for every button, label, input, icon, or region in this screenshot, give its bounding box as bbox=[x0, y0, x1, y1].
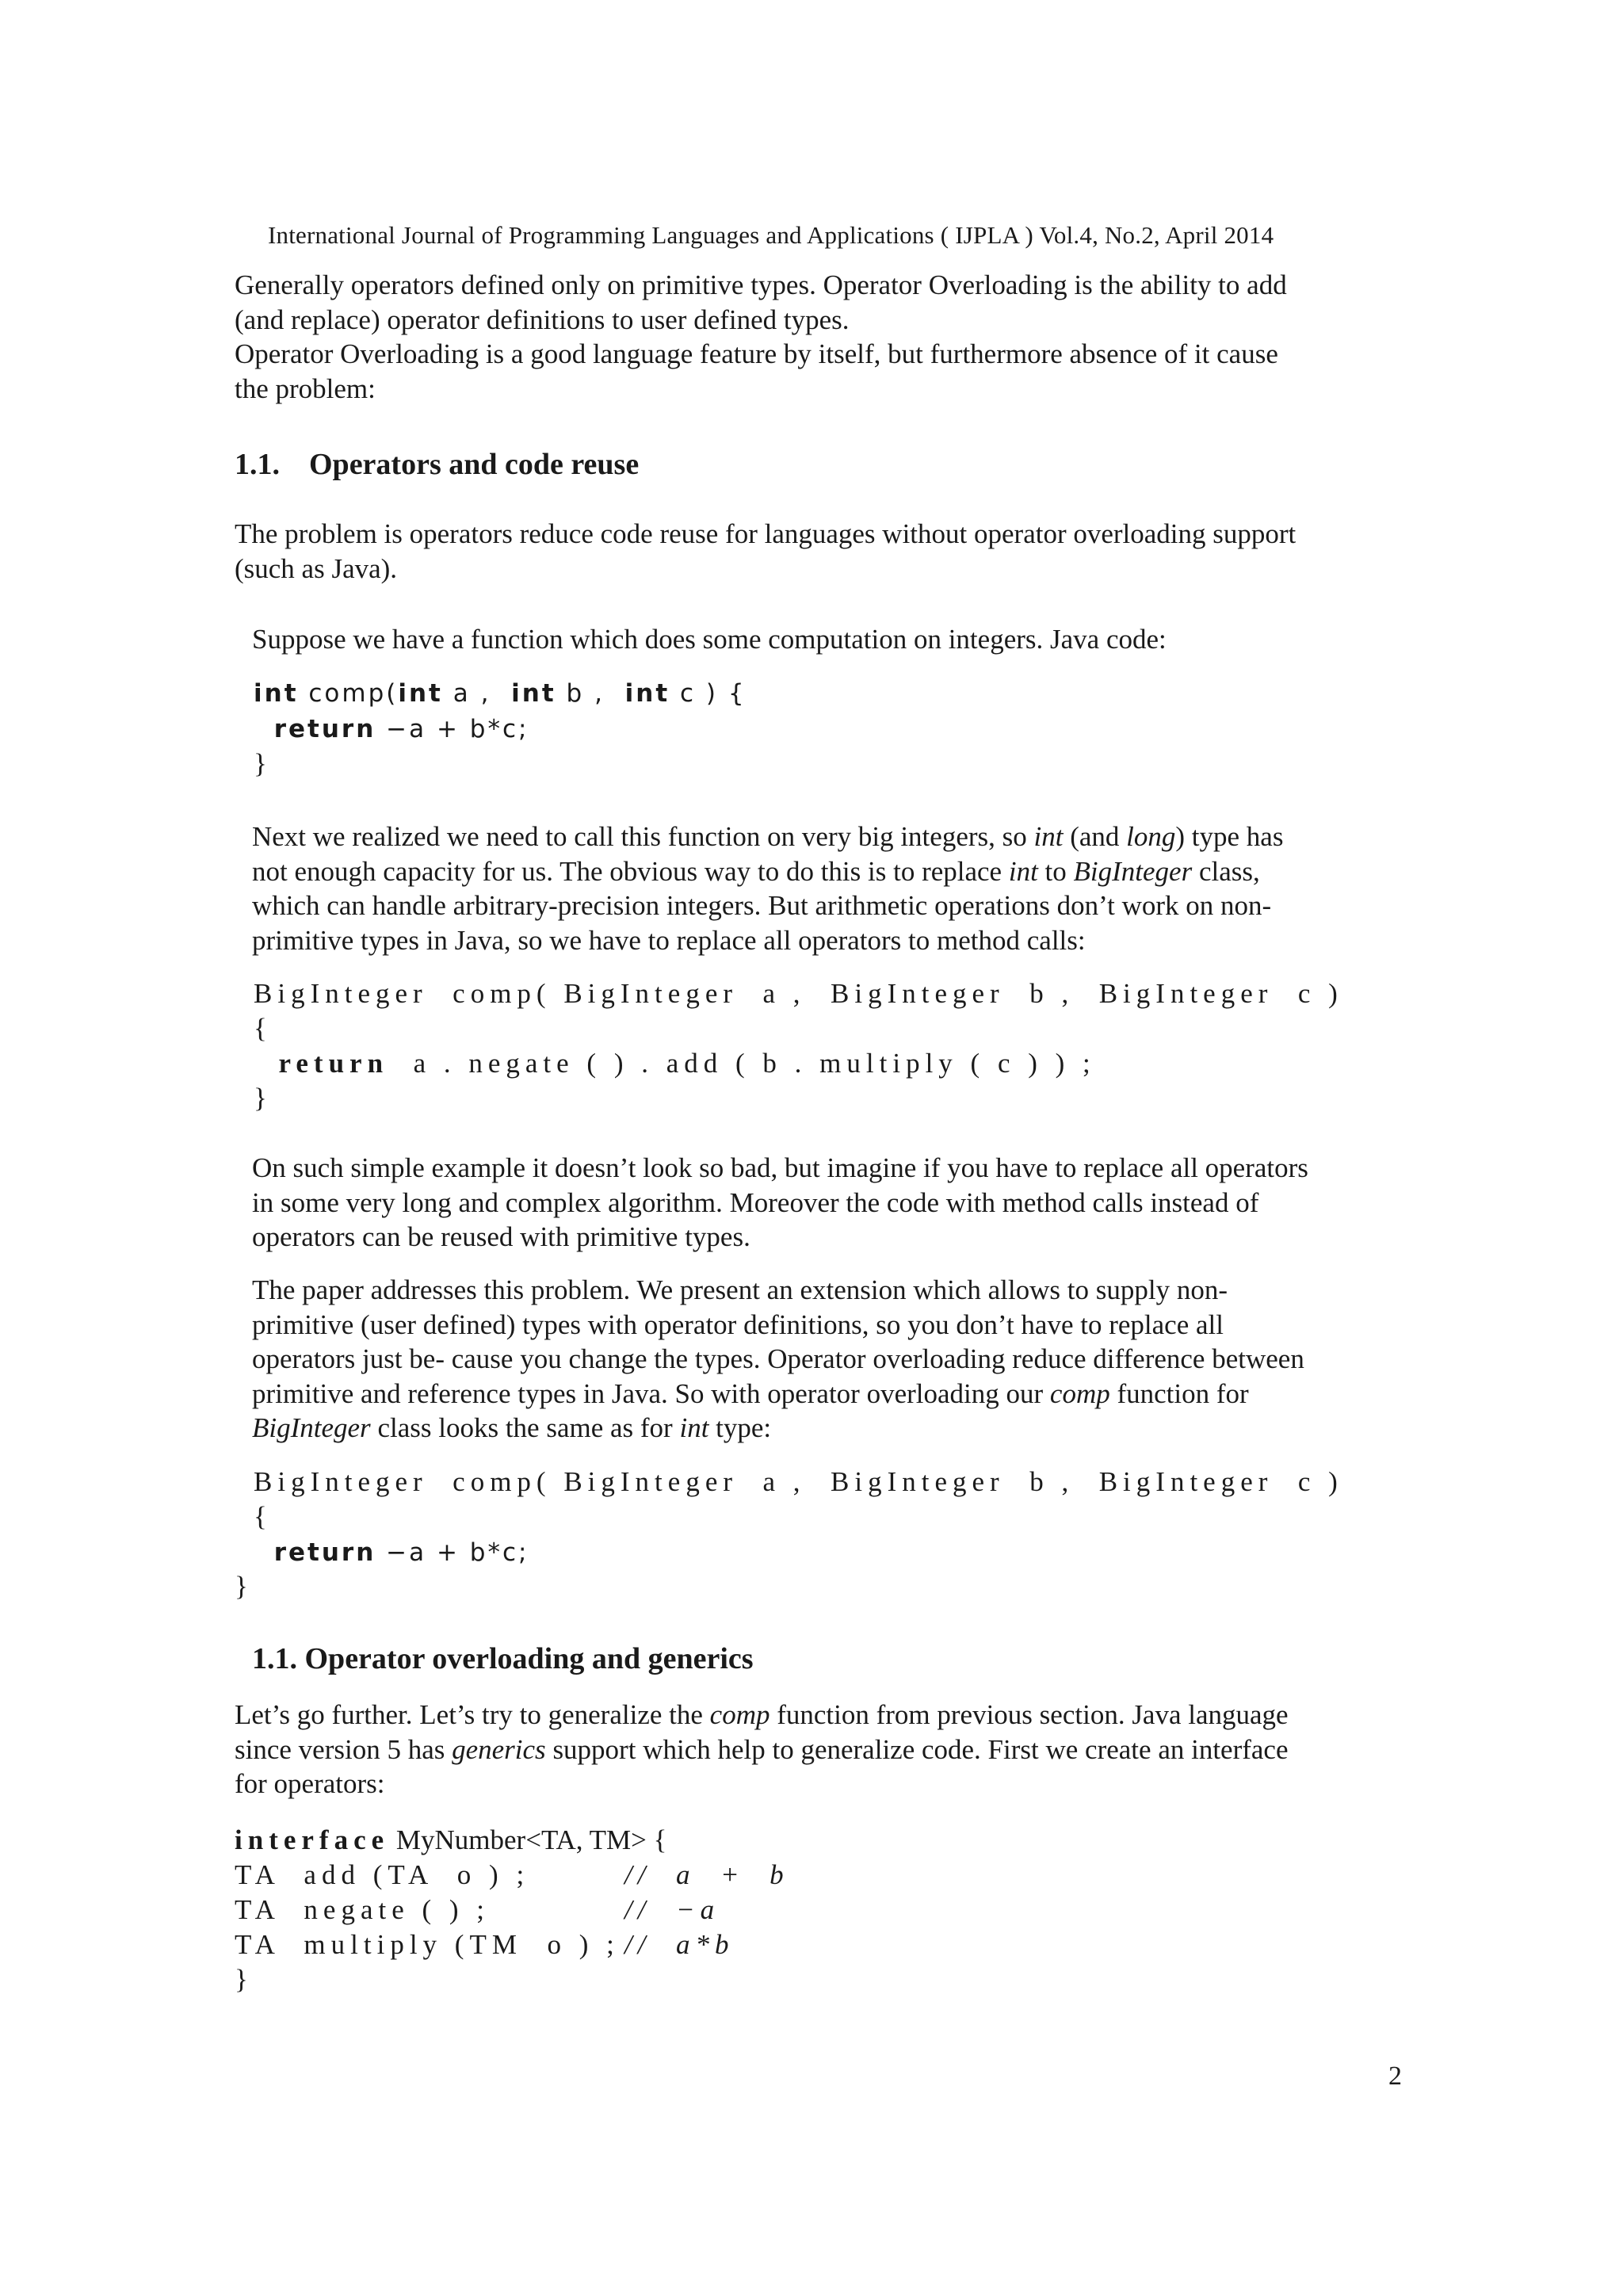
code-text: c ) { bbox=[680, 679, 747, 708]
code-comment: // −a bbox=[624, 1894, 720, 1925]
code-keyword: int bbox=[254, 679, 299, 708]
text-line: primitive types in Java, so we have to replace all operators to method calls: bbox=[252, 924, 1086, 956]
text-line: in some very long and complex algorithm. Moreover the code with method calls instead of bbox=[252, 1186, 1259, 1218]
code-text: } bbox=[235, 1571, 248, 1602]
text-line: On such simple example it doesn’t look so bad, but imagine if you have to replace all operators bbox=[252, 1152, 1308, 1183]
code-line: TA negate ( ) ; bbox=[235, 1894, 491, 1925]
code-block bbox=[254, 675, 747, 781]
code-comment: // a*b bbox=[624, 1929, 735, 1960]
code-block bbox=[254, 976, 1343, 1116]
section-number: 1.1. bbox=[235, 448, 280, 481]
text-line: The problem is operators reduce code reuse for languages without operator overloading support bbox=[235, 518, 1296, 549]
running-header: International Journal of Programming Languages and Applications ( IJPLA ) Vol.4, No.2, April 2014 bbox=[268, 221, 1274, 249]
text-line: primitive and reference types in Java. So with operator overloading our comp function for bbox=[252, 1377, 1249, 1409]
code-text: −a + b*c; bbox=[386, 1538, 529, 1567]
code-text: BigInteger comp( BigInteger a , BigInteger b , BigInteger c ) bbox=[254, 978, 1343, 1009]
code-block bbox=[235, 1823, 666, 1858]
code-comment: // a + b bbox=[624, 1859, 789, 1890]
text-line: Let’s go further. Let’s try to generalize the comp function from previous section. Java language bbox=[235, 1699, 1289, 1730]
text-line: Generally operators defined only on primitive types. Operator Overloading is the ability to add bbox=[235, 269, 1287, 300]
code-text: { bbox=[254, 1013, 267, 1044]
code-text: b , bbox=[566, 679, 605, 708]
code-text: { bbox=[254, 1501, 267, 1532]
section-title: Operator overloading and generics bbox=[304, 1642, 754, 1675]
text-line: primitive (user defined) types with operator definitions, so you don’t have to replace all bbox=[252, 1308, 1224, 1340]
code-line: TA add (TA o ) ; bbox=[235, 1859, 530, 1890]
code-text: } bbox=[254, 748, 267, 779]
section-number: 1.1. bbox=[252, 1642, 297, 1675]
paragraph bbox=[235, 1698, 1400, 1801]
code-text: −a + b*c; bbox=[386, 715, 529, 743]
text-line: which can handle arbitrary-precision integers. But arithmetic operations don’t work on non- bbox=[252, 890, 1272, 921]
text-line: the problem: bbox=[235, 372, 376, 404]
code-keyword: return bbox=[278, 1048, 389, 1079]
section-title: Operators and code reuse bbox=[309, 448, 640, 481]
code-text: } bbox=[235, 1964, 248, 1995]
section-heading bbox=[252, 1641, 754, 1677]
paragraph bbox=[252, 1151, 1400, 1255]
text-line: operators just be- cause you change the types. Operator overloading reduce difference between bbox=[252, 1343, 1304, 1374]
code-block bbox=[254, 1465, 1343, 1570]
section-heading bbox=[235, 446, 639, 483]
text-line: operators can be reused with primitive types. bbox=[252, 1221, 750, 1252]
text-line: since version 5 has generics support which help to generalize code. First we create an interface bbox=[235, 1733, 1289, 1765]
text-line: Next we realized we need to call this function on very big integers, so int (and long) type has bbox=[252, 821, 1284, 852]
code-keyword: int bbox=[624, 679, 670, 708]
code-text: MyNumber<TA, TM> { bbox=[389, 1824, 667, 1855]
code-keyword: int bbox=[398, 679, 443, 708]
code-keyword: int bbox=[511, 679, 556, 708]
paragraph bbox=[252, 819, 1400, 957]
paragraph bbox=[252, 1273, 1400, 1446]
text-line: Suppose we have a function which does some computation on integers. Java code: bbox=[252, 624, 1167, 655]
text-line: for operators: bbox=[235, 1768, 385, 1799]
text-line: (such as Java). bbox=[235, 552, 398, 584]
paragraph bbox=[235, 517, 1400, 586]
text-line: not enough capacity for us. The obvious way to do this is to replace int to BigInteger class, bbox=[252, 855, 1260, 887]
code-text: comp( bbox=[308, 679, 399, 708]
code-text: } bbox=[254, 1083, 267, 1114]
text-line: The paper addresses this problem. We present an extension which allows to supply non- bbox=[252, 1274, 1228, 1305]
code-keyword: return bbox=[273, 715, 376, 743]
text-line: (and replace) operator definitions to user defined types. bbox=[235, 304, 850, 335]
code-text: a , bbox=[453, 679, 491, 708]
code-text: a . negate ( ) . add ( b . multiply ( c ) ) ; bbox=[413, 1048, 1096, 1079]
text-line: BigInteger class looks the same as for int type: bbox=[252, 1412, 772, 1443]
paragraph bbox=[252, 622, 1400, 657]
page-number: 2 bbox=[1388, 2061, 1402, 2091]
code-text: BigInteger comp( BigInteger a , BigInteger b , BigInteger c ) bbox=[254, 1466, 1343, 1497]
code-keyword: interface bbox=[235, 1824, 390, 1855]
intro-paragraph bbox=[235, 268, 1400, 406]
code-keyword: return bbox=[273, 1538, 376, 1567]
code-line: TA multiply (TM o ) ; bbox=[235, 1929, 620, 1960]
text-line: Operator Overloading is a good language feature by itself, but furthermore absence of it cause bbox=[235, 338, 1278, 369]
